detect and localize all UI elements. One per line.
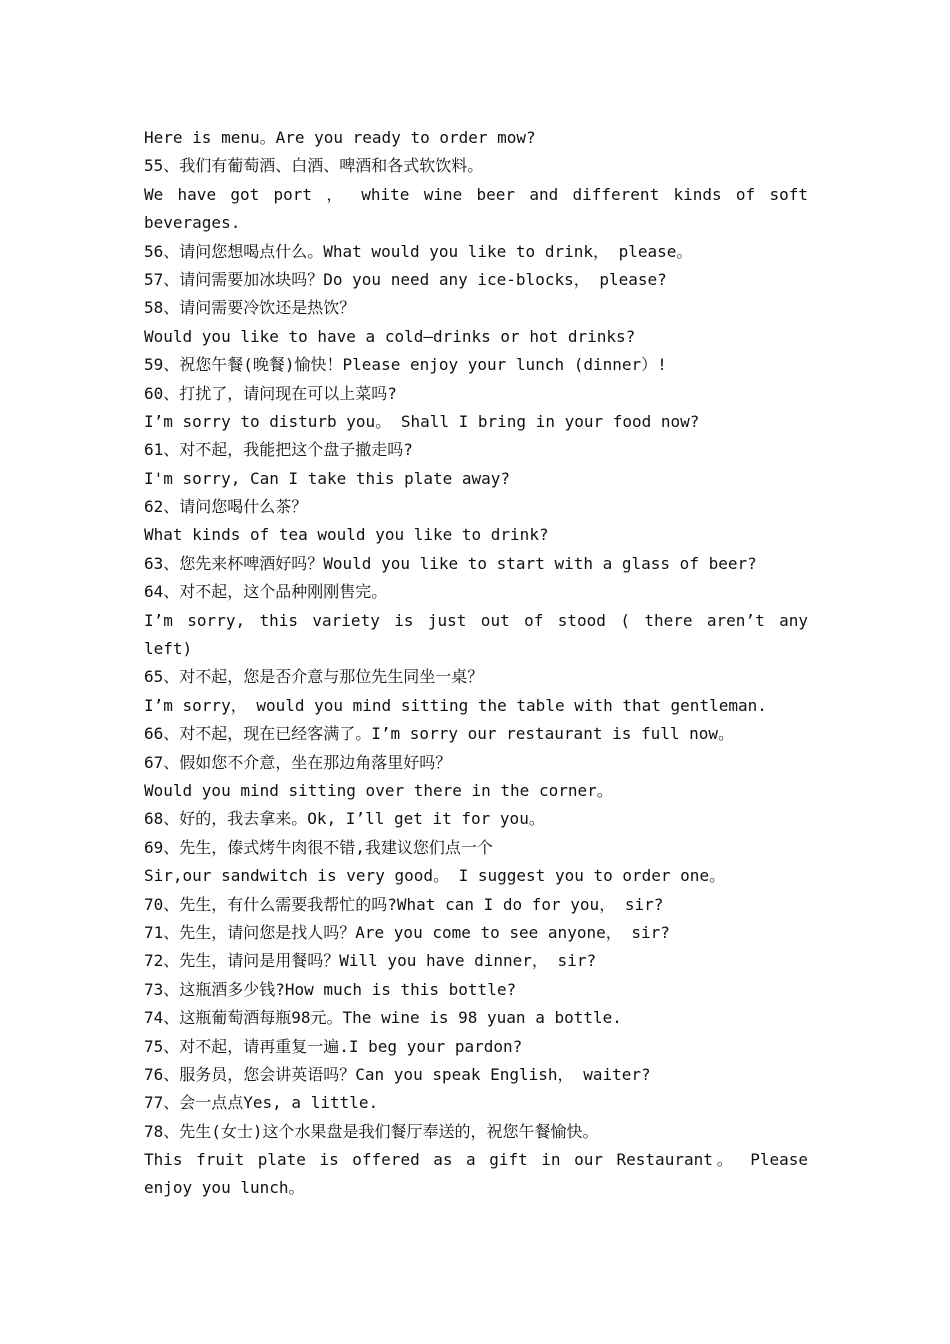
text-line: 60、打扰了，请问现在可以上菜吗?	[144, 383, 397, 403]
text-line: 56、请问您想喝点什么。What would you like to drink， please。	[144, 241, 693, 261]
text-line: 77、会一点点Yes, a little.	[144, 1093, 379, 1113]
text-line: 57、请问需要加冰块吗？Do you need any ice-blocks， please?	[144, 269, 667, 289]
text-line: 78、先生(女士)这个水果盘是我们餐厅奉送的，祝您午餐愉快。	[144, 1121, 599, 1141]
text-line: 59、祝您午餐(晚餐)愉快！Please enjoy your lunch (dinner）!	[144, 355, 667, 375]
text-line: 73、这瓶酒多少钱?How much is this bottle?	[144, 979, 517, 999]
text-line: Here is menu。Are you ready to order mow?	[144, 128, 536, 147]
text-line: 65、对不起，您是否介意与那位先生同坐一桌？	[144, 667, 484, 687]
text-line: left)	[144, 639, 193, 659]
text-line: 67、假如您不介意，坐在那边角落里好吗？	[144, 752, 452, 772]
text-line: What kinds of tea would you like to drink?	[144, 525, 549, 545]
text-line: 66、对不起，现在已经客满了。I’m sorry our restaurant is full now。	[144, 724, 735, 744]
text-line: Would you mind sitting over there in the corner。	[144, 780, 613, 800]
text-line: I’m sorry， would you mind sitting the table with that gentleman.	[144, 695, 767, 715]
text-line: I'm sorry, Can I take this plate away?	[144, 468, 511, 488]
text-line: 72、先生，请问是用餐吗？Will you have dinner， sir?	[144, 951, 597, 971]
text-line: beverages.	[144, 213, 241, 233]
text-line: 58、请问需要冷饮还是热饮？	[144, 298, 356, 318]
text-line: 69、先生，傣式烤牛肉很不错,我建议您们点一个	[144, 837, 493, 857]
text-line: We have got port ， white wine beer and different kinds of soft	[144, 184, 808, 204]
text-line: Sir,our sandwitch is very good。 I suggest you to order one。	[144, 866, 726, 886]
text-line: 62、请问您喝什么茶？	[144, 497, 308, 517]
text-line: 75、对不起，请再重复一遍.I beg your pardon?	[144, 1036, 523, 1056]
text-line: I’m sorry to disturb you。 Shall I bring in your food now?	[144, 411, 700, 431]
text-line: 70、先生，有什么需要我帮忙的吗?What can I do for you， sir?	[144, 894, 664, 914]
text-line: 74、这瓶葡萄酒每瓶98元。The wine is 98 yuan a bottle.	[144, 1008, 622, 1028]
text-line: 63、您先来杯啤酒好吗？Would you like to start with a glass of beer?	[144, 553, 757, 573]
document-page	[144, 124, 808, 1203]
text-line: 55、我们有葡萄酒、白酒、啤酒和各式软饮料。	[144, 156, 484, 176]
text-line: This fruit plate is offered as a gift in our Restaurant。 Please	[144, 1150, 808, 1170]
text-line: 68、好的，我去拿来。Ok, I’ll get it for you。	[144, 809, 545, 829]
text-line: 64、对不起，这个品种刚刚售完。	[144, 582, 388, 602]
text-line: I’m sorry, this variety is just out of stood ( there aren’t any	[144, 610, 808, 630]
text-line: 76、服务员，您会讲英语吗？Can you speak English， waiter?	[144, 1064, 651, 1084]
text-line: 71、先生，请问您是找人吗？Are you come to see anyone， sir?	[144, 922, 670, 942]
text-line: Would you like to have a cold—drinks or hot drinks?	[144, 326, 636, 346]
text-line: 61、对不起，我能把这个盘子撤走吗?	[144, 440, 413, 460]
text-line: enjoy you lunch。	[144, 1178, 305, 1198]
